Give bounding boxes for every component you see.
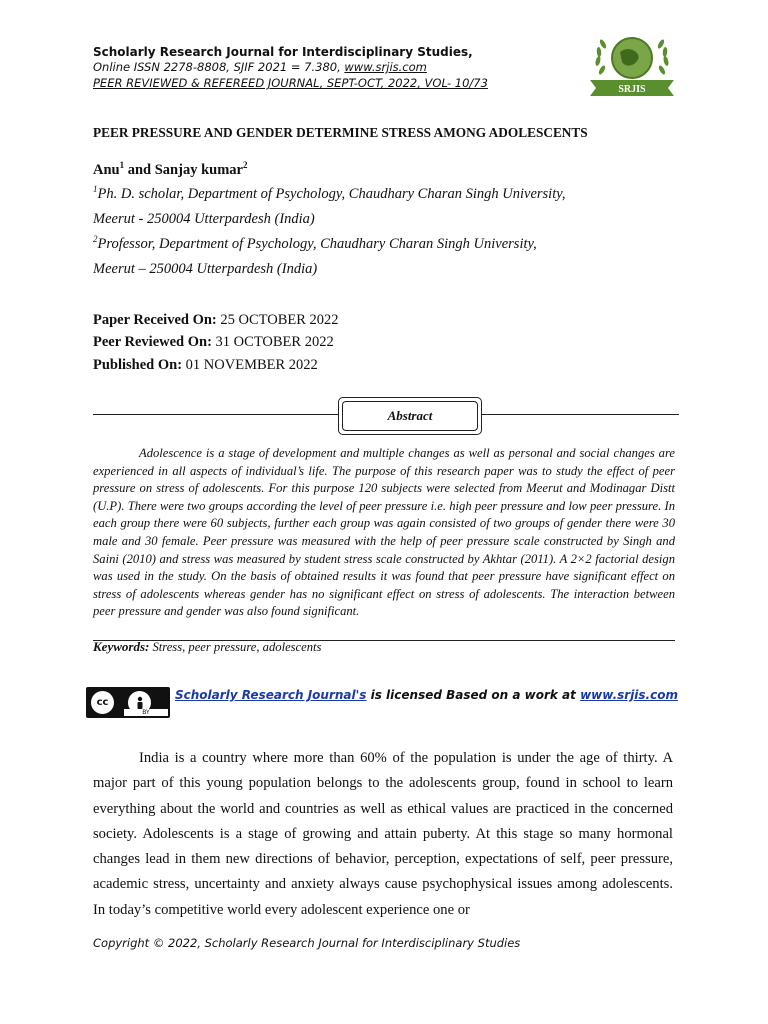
keywords <box>93 639 321 655</box>
journal-name: Scholarly Research Journal for Interdisciplinary Studies, <box>93 45 473 59</box>
peer-review-line: PEER REVIEWED & REFEREED JOURNAL, SEPT-OCT, 2022, VOL- 10/73 <box>93 76 488 90</box>
reviewed-value: 31 OCTOBER 2022 <box>211 334 334 350</box>
keywords-label: Keywords: <box>93 639 150 654</box>
affiliation-2-line-2: Meerut – 250004 Utterpardesh (India) <box>93 261 318 277</box>
cc-icon: cc <box>89 689 116 716</box>
issn-text: Online ISSN 2278-8808, SJIF 2021 = 7.380, <box>93 60 345 74</box>
keywords-value: Stress, peer pressure, adolescents <box>149 640 322 654</box>
abstract-heading: Abstract <box>342 401 478 431</box>
reviewed-date <box>93 334 334 351</box>
affiliation-1-line-2: Meerut - 250004 Utterpardesh (India) <box>93 211 315 227</box>
body-paragraph: India is a country where more than 60% of the population is under the age of thirty. A major part of this young population belongs to the adolescents group, found in school to learn everything about the world and countries as well as ethical values are practiced in the concerned society. Adolescents is a stage of growing and attain puberty. At this stage so many hormonal changes lead in them new directions of behavior, perception, expectations of self, peer pressure, academic stress, uncertainty and anxiety always cause psychophysical issues among adolescents. In today’s competitive world every adolescent experience one or <box>93 750 673 918</box>
srjis-logo <box>582 30 682 100</box>
author-1-sup: 1 <box>119 160 125 171</box>
received-date <box>93 312 339 329</box>
published-date <box>93 357 318 374</box>
abstract-heading-box <box>338 397 482 435</box>
author-1: Anu <box>93 162 120 178</box>
by-label: BY <box>124 709 168 716</box>
received-label: Paper Received On: <box>93 312 217 328</box>
paper-title: PEER PRESSURE AND GENDER DETERMINE STRESS AMONG ADOLESCENTS <box>93 125 588 140</box>
published-value: 01 NOVEMBER 2022 <box>182 357 318 373</box>
journal-issn-line <box>93 60 427 75</box>
abstract-text: Adolescence is a stage of development and multiple changes as well as personal and social changes are experienced in all aspects of individual’s life. The purpose of this research paper was to study the effect of peer pressure on stress of adolescents. For this purpose 120 subjects were selected from Meerut and Modinagar Distt (U.P). There were two groups according the level of peer pressure i.e. high peer pressure and low peer pressure. In each group there were 60 subjects, further each group was again consisted of two groups of gender there were 30 male and 30 female. Peer pressure was measured with the help of peer pressure scale constructed by Singh and Saini (2010) and stress was measured by student stress scale constructed by Akhtar (2011). A 2×2 factorial design was used in the study. On the basis of obtained results it was found that peer pressure have significant effect on stress of adolescents whereas gender has no significant effect on stress of adolescents. The interaction between peer pressure and gender was also found significant. <box>93 446 675 619</box>
authors <box>93 162 247 179</box>
logo-text: SRJIS <box>618 84 646 95</box>
srjis-site-link[interactable]: www.srjis.com <box>580 688 678 702</box>
affiliation-1-line-1 <box>93 186 566 203</box>
published-label: Published On: <box>93 357 183 373</box>
author-2: and Sanjay kumar <box>124 162 243 178</box>
affiliation-2-text: Professor, Department of Psychology, Chaudhary Charan Singh University, <box>97 236 537 252</box>
affiliation-2-sup: 2 <box>93 234 98 245</box>
license-statement <box>175 688 678 702</box>
journal-license-link[interactable]: Scholarly Research Journal's <box>175 688 367 702</box>
license-middle-text: is licensed Based on a work at <box>366 688 581 702</box>
author-2-sup: 2 <box>242 160 248 171</box>
received-value: 25 OCTOBER 2022 <box>216 312 339 328</box>
affiliation-2-line-1 <box>93 236 537 253</box>
journal-website-link[interactable]: www.srjis.com <box>344 60 427 74</box>
copyright-footer: Copyright © 2022, Scholarly Research Journal for Interdisciplinary Studies <box>93 936 521 950</box>
affiliation-1-sup: 1 <box>93 184 98 195</box>
reviewed-label: Peer Reviewed On: <box>93 334 212 350</box>
cc-by-badge[interactable] <box>86 687 170 718</box>
affiliation-1-text: Ph. D. scholar, Department of Psychology, Chaudhary Charan Singh University, <box>97 186 566 202</box>
